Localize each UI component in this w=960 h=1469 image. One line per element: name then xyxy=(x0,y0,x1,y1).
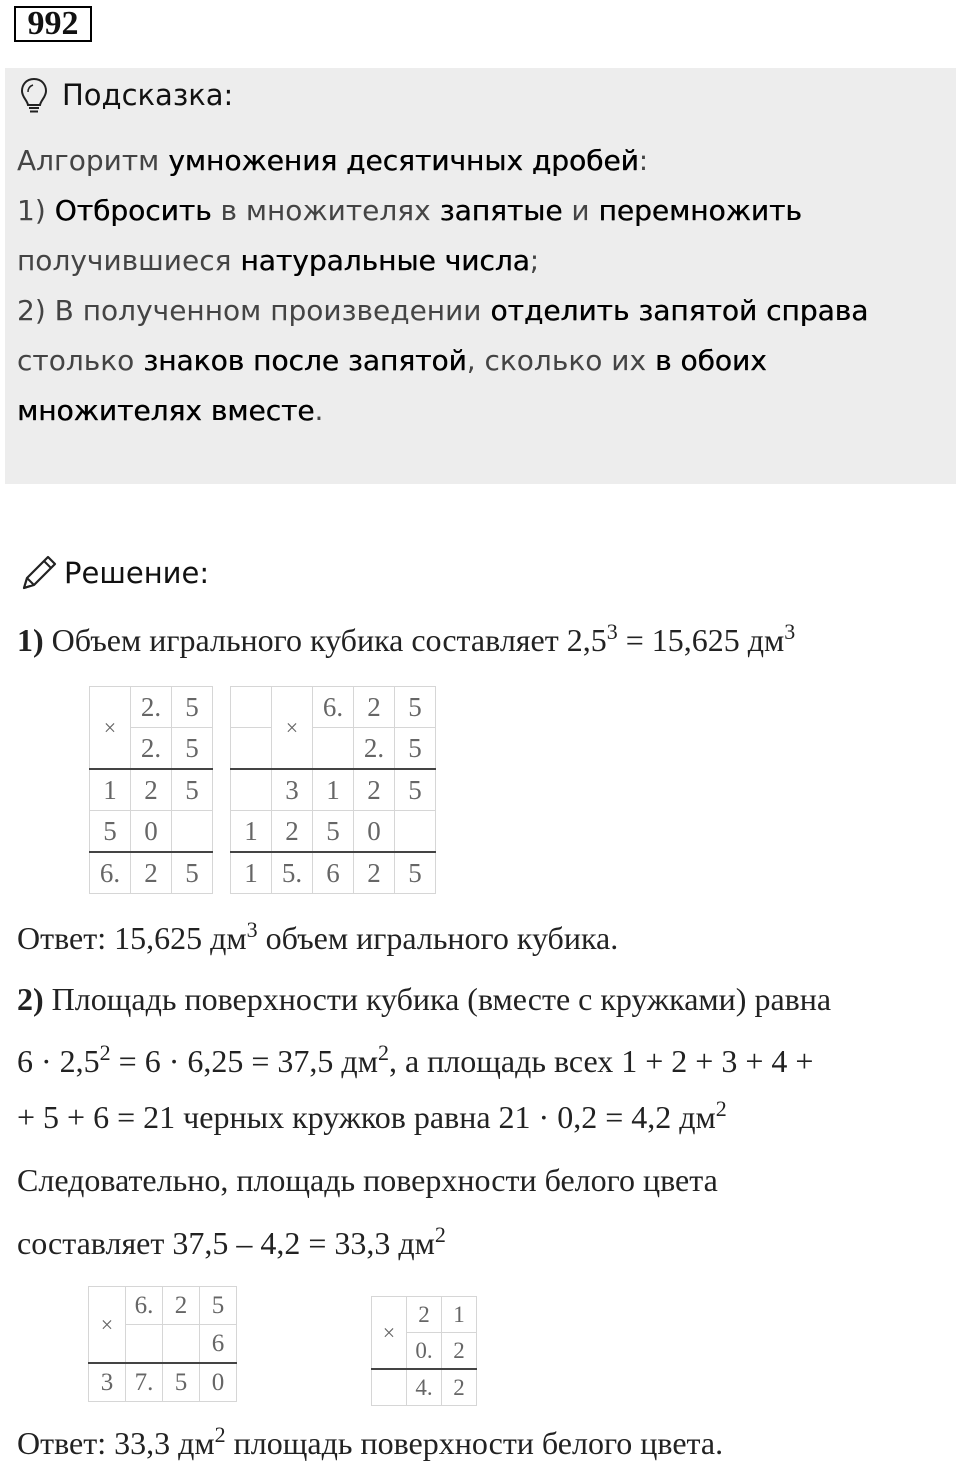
solution-step-2-line-1: 2) Площадь поверхности кубика (вместе с кружками) равна xyxy=(17,981,832,1017)
pencil-icon xyxy=(18,552,60,594)
answer-1: Ответ: 15,625 $дм^3$ объем игрального кубика. xyxy=(17,917,619,956)
hint-line-6: множителях вместе. xyxy=(17,394,324,427)
hint-line-5: столько знаков после запятой, сколько их в обоих xyxy=(17,344,767,377)
hint-line-4: 2) В полученном произведении отделить запятой справа xyxy=(17,294,869,327)
solution-title: Решение: xyxy=(64,556,210,590)
task-number: 992 xyxy=(14,6,92,42)
hint-line-1: Алгоритм умножения десятичных дробей: xyxy=(17,144,649,177)
solution-step-2-line-4: Следовательно, площадь поверхности белого цвета xyxy=(17,1162,718,1198)
solution-step-1: 1) Объем игрального кубика составляет $2,5^3 = 15,625$ $дм^3$ xyxy=(17,619,796,658)
answer-2: Ответ: 33,3 $дм^2$ площадь поверхности белого цвета. xyxy=(17,1422,724,1461)
solution-step-2-line-5: составляет 37,5 – 4,2 = 33,3 $дм^2$ xyxy=(17,1222,446,1261)
multiplication-table-1: × 2. 5 2. 5 1 2 5 5 0 6. 2 5 xyxy=(89,686,213,894)
multiplication-table-2: × 6. 2 5 2. 5 3 1 2 5 1 2 5 0 1 5. 6 2 5 xyxy=(230,686,436,894)
solution-step-2-line-3: + 5 + 6 = 21 черных кружков равна 21 · 0,2 = 4,2 $дм^2$ xyxy=(17,1096,727,1135)
lightbulb-icon xyxy=(18,76,50,116)
hint-title: Подсказка: xyxy=(62,78,234,112)
multiplication-table-4: × 2 1 0. 2 4. 2 xyxy=(371,1296,477,1406)
hint-line-2: 1) Отбросить в множителях запятые и перемножить xyxy=(17,194,802,227)
multiplication-table-3: × 6. 2 5 6 3 7. 5 0 xyxy=(88,1286,237,1402)
hint-line-3: получившиеся натуральные числа; xyxy=(17,244,540,277)
solution-step-2-line-2: $6 \cdot 2,5^2 = 6 \cdot 6,25 = 37,5$ $дм^2$, а площадь всех 1 + 2 + 3 + 4 + xyxy=(17,1040,814,1079)
